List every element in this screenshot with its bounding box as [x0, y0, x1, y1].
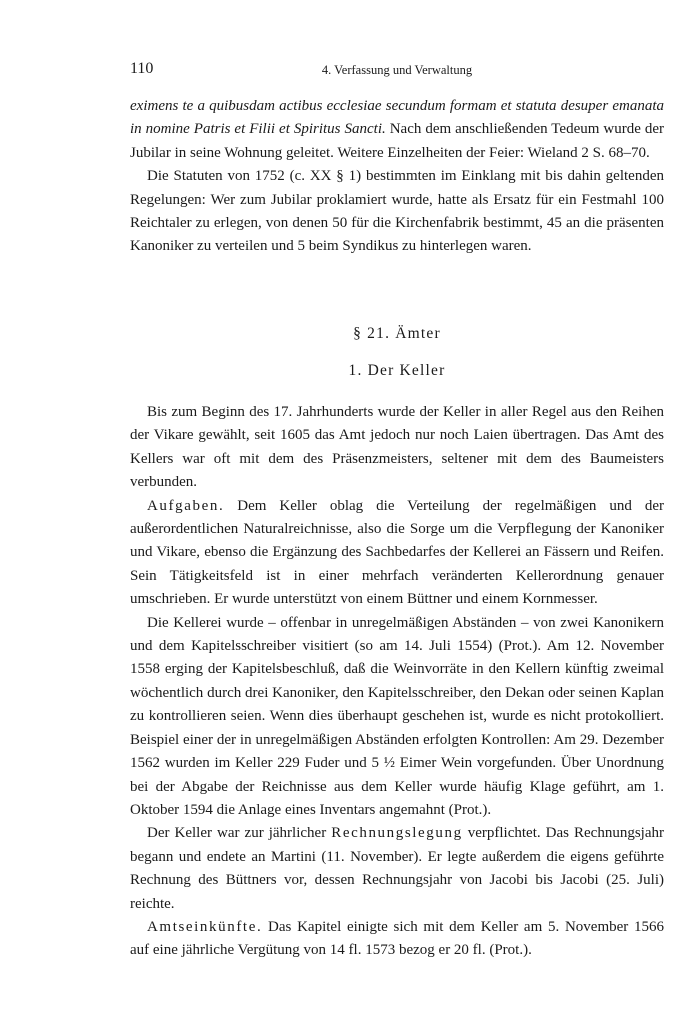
continued-text-block	[130, 95, 664, 259]
paragraph	[130, 916, 664, 963]
chapter-heading: 4. Verfassung und Verwaltung	[321, 63, 473, 77]
page-number: 110	[130, 60, 154, 77]
paragraph-text: Das Kapitel einigte sich mit dem Keller am 5. November 1566 auf eine jährliche Vergütung von 14 fl. 1573 bezog er 20 fl. (Prot.).	[130, 918, 664, 959]
latin-quotation: eximens te a quibusdam actibus ecclesiae secundum formam et statuta desuper emanata in nomine Patris et Filii et Spiritus Sancti.	[130, 98, 664, 138]
paragraph-text: Dem Keller oblag die Verteilung der regelmäßigen und der außerordentlichen Naturalreichnisse, also die Sorge um die Verpflegung der Kanoniker und Vikare, ebenso die Ergänzung des Sachbedarfes der Kellerei an Fässern und Reifen. Sein Tätigkeitsfeld ist in einer mehrfach veränderten Kellerordnung genauer umschrieben. Er wurde unterstützt von einem Büttner und einem Kornmesser.	[130, 497, 664, 608]
paragraph: Die Statuten von 1752 (c. XX § 1) bestimmten im Einklang mit bis dahin geltenden Regelungen: Wer zum Jubilar proklamiert wurde, hatte als Ersatz für ein Festmahl 100 Reichtaler zu erlegen, von denen 50 für die Kirchenfabrik bestimmt, 45 an die präsenten Kanoniker zu verteilen und 5 beim Syndikus zu hinterlegen waren.	[130, 168, 664, 255]
paragraph: Die Kellerei wurde – offenbar in unregelmäßigen Abständen – von zwei Kanonikern und dem Kapitelsschreiber visitiert (so am 14. Juli 1554) (Prot.). Am 12. November 1558 erging der Kapitelsbeschluß, daß die Weinvorräte in den Kellern künftig zweimal wöchentlich durch drei Kanoniker, den Kapitelsschreiber, den Dekan oder seinen Kaplan zu kontrollieren seien. Wenn dies überhaupt geschehen ist, wurde es nicht protokolliert. Beispiel einer der in unregelmäßigen Abständen erfolgten Kontrollen: Am 29. Dezember 1562 wurden im Keller 229 Fuder und 5 ½ Eimer Wein vorgefunden. Über Unordnung bei der Abgabe der Reichnisse aus dem Keller wurde häufig Klage geführt, am 1. Oktober 1594 die Anlage eines Inventars angemahnt (Prot.).	[130, 614, 664, 818]
spaced-keyword: Rechnungslegung	[331, 825, 463, 842]
subsection-title: 1. Der Keller	[348, 362, 446, 379]
spaced-keyword: Aufgaben.	[147, 497, 225, 514]
paragraph: Bis zum Beginn des 17. Jahrhunderts wurde der Keller in aller Regel aus den Reihen der Vikare gewählt, seit 1605 das Amt jedoch nur noch Laien übertragen. Das Amt des Kellers war oft mit dem des Präsenzmeisters, seltener mit dem des Baumeisters verbunden.	[130, 404, 664, 491]
paragraph	[130, 95, 664, 165]
spaced-keyword: Amtseinkünfte.	[147, 918, 263, 935]
paragraph-text: verpflichtet. Das Rechnungsjahr begann und endete an Martini (11. November). Er legte außerdem die eigens geführte Rechnung des Büttners vor, dessen Rechnungsjahr von Jacobi bis Jacobi (25. Juli) reichte.	[130, 825, 664, 912]
section-text-block	[130, 401, 664, 963]
section-title: § 21. Ämter	[353, 325, 441, 342]
paragraph-text: Der Keller war zur jährlicher	[147, 825, 332, 842]
running-head	[130, 60, 664, 82]
paragraph-text: Nach dem anschließenden Tedeum wurde der Jubilar in seine Wohnung geleitet. Weitere Einzelheiten der Feier: Wieland 2 S. 68–70.	[130, 121, 664, 161]
paragraph	[130, 495, 664, 612]
paragraph	[130, 822, 664, 916]
